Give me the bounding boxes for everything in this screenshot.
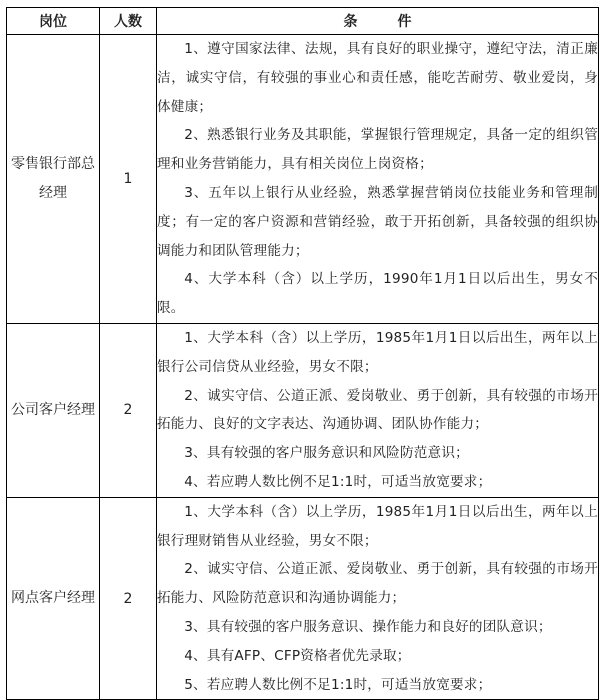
condition-item: 2、诚实守信、公道正派、爱岗敬业、勇于创新，具有较强的市场开拓能力、良好的文字表达、沟通协调、团队协作能力； xyxy=(157,387,598,433)
condition-item: 1、大学本科（含）以上学历，1985年1月1日以后出生，两年以上银行公司信贷从业经验，男女不限； xyxy=(157,329,598,375)
condition-item: 4、具有AFP、CFP资格者优先录取； xyxy=(184,647,411,664)
position-cell: 零售银行部总经理 xyxy=(7,35,100,324)
condition-item: 3、具有较强的客户服务意识和风险防范意识； xyxy=(184,445,469,462)
count-cell: 2 xyxy=(100,323,157,497)
condition-item: 5、若应聘人数比例不足1:1时，可适当放宽要求； xyxy=(184,676,492,693)
position-cell: 公司客户经理 xyxy=(7,323,100,497)
job-requirements-table xyxy=(6,7,599,700)
header-row xyxy=(7,8,599,35)
conditions-cell xyxy=(157,497,599,700)
table-row xyxy=(7,497,599,700)
header-count: 人数 xyxy=(100,8,157,35)
conditions-cell xyxy=(157,323,599,497)
condition-item: 2、诚实守信、公道正派、爱岗敬业、勇于创新，具有较强的市场开拓能力、风险防范意识和沟通协调能力； xyxy=(157,561,598,607)
table-row xyxy=(7,35,599,324)
header-position: 岗位 xyxy=(7,8,100,35)
header-conditions xyxy=(157,8,599,35)
count-cell: 1 xyxy=(100,35,157,324)
condition-item: 4、若应聘人数比例不足1:1时，可适当放宽要求； xyxy=(184,473,492,490)
count-cell: 2 xyxy=(100,497,157,700)
condition-item: 3、具有较强的客户服务意识、操作能力和良好的团队意识； xyxy=(184,618,552,635)
condition-item: 1、遵守国家法律、法规，具有良好的职业操守，遵纪守法，清正廉洁，诚实守信，有较强的事业心和责任感，能吃苦耐劳、敬业爱岗，身体健康； xyxy=(157,41,598,115)
condition-item: 1、大学本科（含）以上学历，1985年1月1日以后出生，两年以上银行理财销售从业经验，男女不限； xyxy=(157,503,598,549)
table-row xyxy=(7,323,599,497)
position-cell: 网点客户经理 xyxy=(7,497,100,700)
condition-item: 3、五年以上银行从业经验，熟悉掌握营销岗位技能业务和管理制度；有一定的客户资源和营销经验，敢于开拓创新，具备较强的组织协调能力和团队管理能力； xyxy=(157,184,598,259)
header-conditions-label: 条件 xyxy=(343,14,452,30)
conditions-cell xyxy=(157,35,599,324)
condition-item: 2、熟悉银行业务及其职能，掌握银行管理规定，具备一定的组织管理和业务营销能力，具有相关岗位上岗资格； xyxy=(157,127,598,173)
condition-item: 4、大学本科（含）以上学历，1990年1月1日以后出生，男女不限。 xyxy=(157,271,598,317)
